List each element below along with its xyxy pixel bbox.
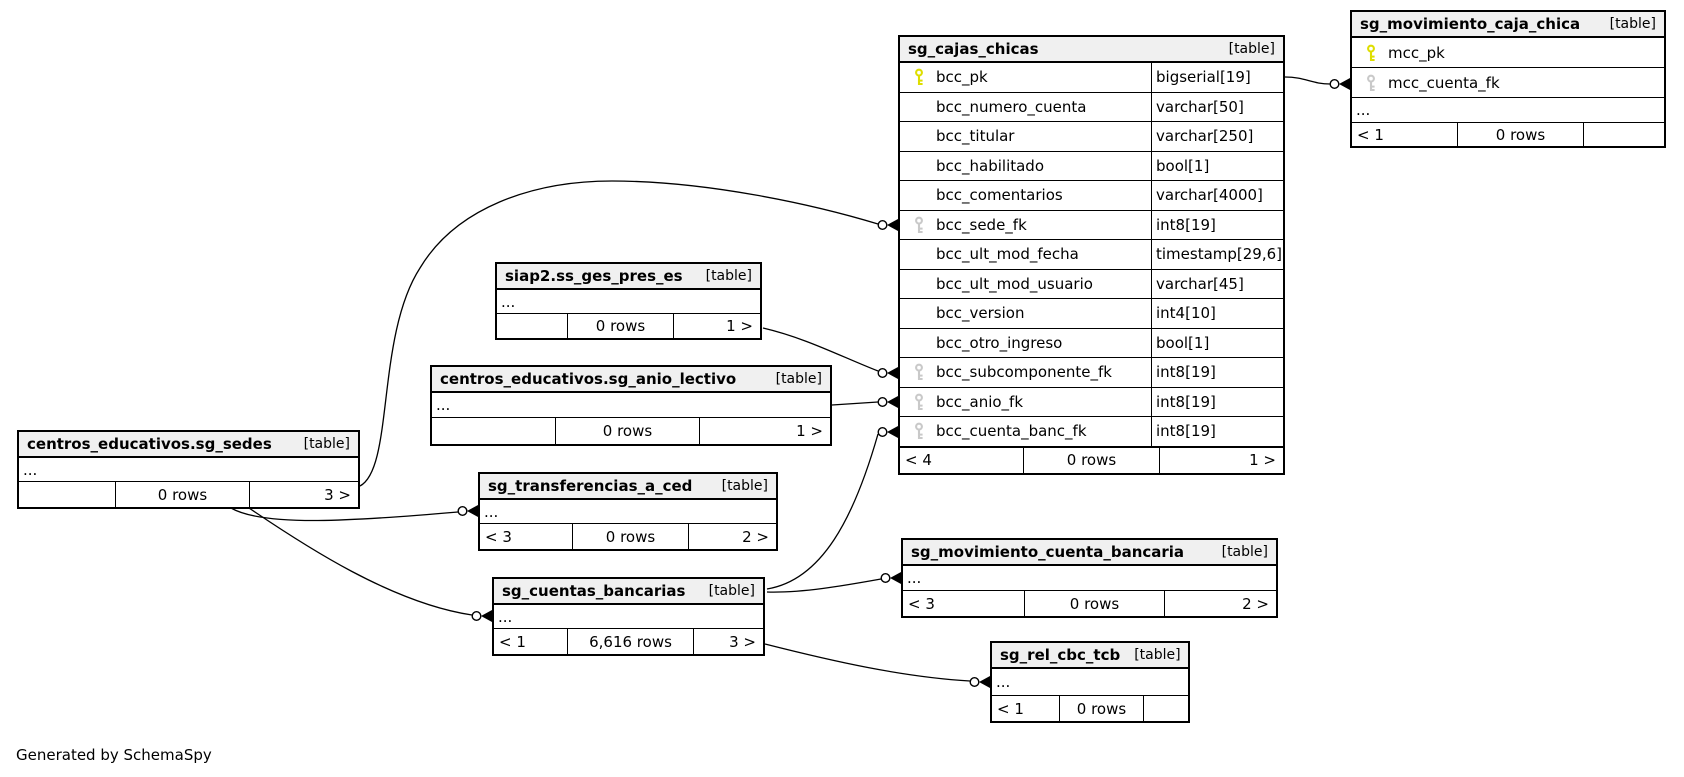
column-name: bcc_habilitado — [936, 156, 1045, 175]
edge-cardinality-circle — [472, 612, 481, 621]
edge-arrowhead — [979, 676, 990, 688]
edge-cardinality-circle — [878, 221, 887, 230]
column-name-cell — [900, 152, 1151, 181]
column-name-cell — [900, 181, 1151, 210]
footer-row-count: 0 rows — [1059, 696, 1144, 721]
footer-row-count: 6,616 rows — [567, 629, 694, 654]
footer-row-count: 0 rows — [1023, 448, 1160, 473]
column-type: int8[19] — [1151, 417, 1283, 446]
table-title: centros_educativos.sg_sedes — [27, 435, 272, 453]
footer-row-count: 0 rows — [1457, 123, 1584, 146]
footer-paging-prev: < 4 — [905, 451, 932, 469]
ellipsis-row: ... — [907, 569, 922, 587]
table-header — [494, 579, 763, 605]
key-icon-slot — [1362, 44, 1379, 62]
column-name: bcc_ult_mod_fecha — [936, 245, 1079, 264]
footer-paging-next: 2 > — [1242, 594, 1269, 613]
column-name: bcc_comentarios — [936, 186, 1063, 205]
footer-row — [900, 447, 1283, 473]
footer-paging-next: 3 > — [729, 632, 756, 651]
edge-cardinality-circle — [970, 678, 979, 687]
column-name-cell — [900, 388, 1151, 417]
ellipsis-row: ... — [501, 292, 516, 311]
edge-cardinality-circle — [878, 369, 887, 378]
table-header — [480, 474, 776, 500]
table-header — [992, 643, 1188, 669]
foreign-key-icon — [911, 422, 927, 440]
column-row — [900, 388, 1283, 418]
key-icon-slot — [910, 393, 927, 411]
footer-paging-next: 3 > — [324, 485, 351, 504]
footer-paging-prev: < 1 — [997, 699, 1024, 718]
table-title: sg_movimiento_cuenta_bancaria — [911, 543, 1185, 561]
column-row — [900, 122, 1283, 152]
edge-cardinality-circle — [878, 398, 887, 407]
column-row — [900, 299, 1283, 329]
column-type: varchar[50] — [1151, 93, 1283, 122]
column-name-cell — [900, 122, 1151, 151]
table-type-tag: [table] — [708, 583, 755, 599]
column-name: bcc_cuenta_banc_fk — [936, 422, 1087, 441]
footer-row — [494, 628, 763, 654]
column-row — [900, 270, 1283, 300]
footer-paging-prev — [19, 482, 115, 507]
table-header — [903, 540, 1276, 566]
table-type-tag: [table] — [775, 371, 822, 387]
footer-paging-next — [1584, 123, 1662, 146]
column-row — [900, 152, 1283, 182]
footer-row-count: 0 rows — [115, 482, 250, 507]
table-node-centros_educativos_sg_anio_lectivo[interactable] — [430, 365, 832, 446]
column-name-cell — [900, 299, 1151, 328]
column-name-cell — [900, 93, 1151, 122]
footer-row-count: 0 rows — [567, 314, 674, 338]
edge-cardinality-circle — [458, 507, 467, 516]
footer-row — [19, 481, 358, 507]
footer-row — [1352, 122, 1664, 146]
table-node-sg_transferencias_a_ced[interactable] — [478, 472, 778, 551]
column-type: bool[1] — [1151, 152, 1283, 181]
footer-row — [480, 523, 776, 549]
relationship-edge — [832, 402, 878, 405]
table-header — [497, 264, 760, 290]
column-row — [900, 63, 1283, 93]
footer-row — [992, 695, 1188, 721]
column-type: varchar[45] — [1151, 270, 1283, 299]
table-type-tag: [table] — [1609, 16, 1656, 32]
column-name-cell — [900, 270, 1151, 299]
edge-arrowhead — [887, 219, 898, 231]
column-name-cell — [1352, 38, 1664, 67]
column-name: bcc_ult_mod_usuario — [936, 274, 1093, 293]
footer-paging-prev — [497, 314, 567, 338]
column-name: bcc_subcomponente_fk — [936, 363, 1112, 382]
column-type: varchar[250] — [1151, 122, 1283, 151]
column-name: mcc_pk — [1388, 43, 1445, 62]
column-row — [900, 211, 1283, 241]
key-icon-slot — [910, 216, 927, 234]
footer-paging-prev: < 1 — [499, 632, 526, 651]
foreign-key-icon — [1363, 74, 1379, 92]
edge-arrowhead — [887, 367, 898, 379]
footer-paging-prev — [432, 418, 555, 444]
edge-cardinality-circle — [1330, 80, 1339, 89]
column-row — [900, 358, 1283, 388]
generated-by-note: Generated by SchemaSpy — [16, 746, 212, 764]
column-name: bcc_anio_fk — [936, 392, 1024, 411]
table-title: siap2.ss_ges_pres_es — [505, 267, 683, 285]
column-name-cell — [900, 63, 1151, 92]
ellipsis-row: ... — [484, 502, 499, 521]
key-icon-slot — [910, 422, 927, 440]
column-name: mcc_cuenta_fk — [1388, 73, 1500, 92]
key-icon-slot — [910, 363, 927, 381]
edge-arrowhead — [1339, 78, 1350, 90]
ellipsis-row: ... — [436, 396, 451, 414]
footer-paging-prev: < 3 — [908, 594, 935, 613]
column-name: bcc_sede_fk — [936, 215, 1027, 234]
relationship-edge — [1285, 77, 1330, 84]
edge-cardinality-circle — [881, 574, 890, 583]
column-type: int8[19] — [1151, 211, 1283, 240]
ellipsis-row: ... — [23, 460, 38, 479]
table-header — [1352, 12, 1664, 38]
primary-key-icon — [1363, 44, 1379, 62]
table-title: centros_educativos.sg_anio_lectivo — [440, 370, 737, 388]
table-node-sg_rel_cbc_tcb[interactable] — [990, 641, 1190, 723]
column-name: bcc_numero_cuenta — [936, 97, 1087, 116]
foreign-key-icon — [911, 393, 927, 411]
relationship-edge — [249, 508, 472, 615]
edge-arrowhead — [481, 610, 492, 622]
table-title: sg_cajas_chicas — [908, 40, 1039, 58]
edge-arrowhead — [887, 396, 898, 408]
table-type-tag: [table] — [1221, 544, 1268, 560]
footer-paging-prev: < 3 — [485, 527, 512, 546]
column-name: bcc_pk — [936, 68, 988, 87]
column-type: int8[19] — [1151, 358, 1283, 387]
table-node-sg_cajas_chicas[interactable] — [898, 35, 1285, 475]
table-header — [900, 37, 1283, 63]
primary-key-icon — [911, 68, 927, 86]
footer-paging-next: 2 > — [742, 527, 769, 546]
relationship-edge — [767, 434, 878, 589]
relationship-edge — [765, 644, 970, 681]
table-type-tag: [table] — [1134, 647, 1181, 663]
column-row — [900, 329, 1283, 359]
footer-row — [432, 417, 830, 444]
column-row — [900, 181, 1283, 211]
column-name-cell — [900, 211, 1151, 240]
table-node-siap2_ss_ges_pres_es[interactable] — [495, 262, 762, 340]
edge-arrowhead — [890, 572, 901, 584]
footer-row — [903, 590, 1276, 616]
footer-row-count: 0 rows — [1024, 591, 1165, 616]
footer-row-count: 0 rows — [555, 418, 700, 444]
column-name: bcc_otro_ingreso — [936, 333, 1063, 352]
column-name: bcc_version — [936, 304, 1025, 323]
column-type: int4[10] — [1151, 299, 1283, 328]
table-node-sg_movimiento_cuenta_bancaria[interactable] — [901, 538, 1278, 618]
column-name-cell — [900, 329, 1151, 358]
ellipsis-row: ... — [498, 607, 513, 626]
foreign-key-icon — [911, 363, 927, 381]
footer-row — [497, 313, 760, 338]
footer-paging-prev: < 1 — [1357, 125, 1384, 144]
key-icon-slot — [1362, 74, 1379, 92]
column-type: bool[1] — [1151, 329, 1283, 358]
footer-paging-next: 1 > — [1249, 451, 1276, 469]
column-row — [900, 417, 1283, 447]
ellipsis-row: ... — [1356, 101, 1371, 119]
footer-paging-next: 1 > — [796, 422, 823, 440]
table-title: sg_rel_cbc_tcb — [1000, 646, 1121, 664]
column-row — [900, 240, 1283, 270]
footer-paging-next: 1 > — [726, 317, 753, 335]
footer-paging-next — [1144, 696, 1186, 721]
table-node-centros_educativos_sg_sedes[interactable] — [17, 430, 360, 509]
edge-arrowhead — [887, 426, 898, 438]
key-icon-slot — [910, 68, 927, 86]
column-type: timestamp[29,6] — [1151, 240, 1283, 269]
column-row — [1352, 38, 1664, 68]
column-name: bcc_titular — [936, 127, 1015, 146]
edge-cardinality-circle — [878, 428, 887, 437]
table-type-tag: [table] — [721, 478, 768, 494]
column-name-cell — [900, 417, 1151, 446]
table-node-sg_cuentas_bancarias[interactable] — [492, 577, 765, 656]
footer-row-count: 0 rows — [572, 524, 689, 549]
table-title: sg_movimiento_caja_chica — [1360, 15, 1581, 33]
ellipsis-row: ... — [996, 673, 1011, 691]
column-type: bigserial[19] — [1151, 63, 1283, 92]
table-header — [432, 367, 830, 393]
table-type-tag: [table] — [1228, 41, 1275, 57]
column-name-cell — [900, 240, 1151, 269]
column-type: int8[19] — [1151, 388, 1283, 417]
table-node-sg_movimiento_caja_chica[interactable] — [1350, 10, 1666, 148]
column-row — [900, 93, 1283, 123]
table-type-tag: [table] — [705, 268, 752, 284]
table-type-tag: [table] — [303, 436, 350, 452]
column-type: varchar[4000] — [1151, 181, 1283, 210]
foreign-key-icon — [911, 216, 927, 234]
column-name-cell — [900, 358, 1151, 387]
column-name-cell — [1352, 68, 1664, 97]
column-row — [1352, 68, 1664, 98]
table-header — [19, 432, 358, 458]
relationship-edge — [767, 579, 881, 592]
table-title: sg_cuentas_bancarias — [502, 582, 686, 600]
edge-arrowhead — [467, 505, 478, 517]
table-title: sg_transferencias_a_ced — [488, 477, 693, 495]
